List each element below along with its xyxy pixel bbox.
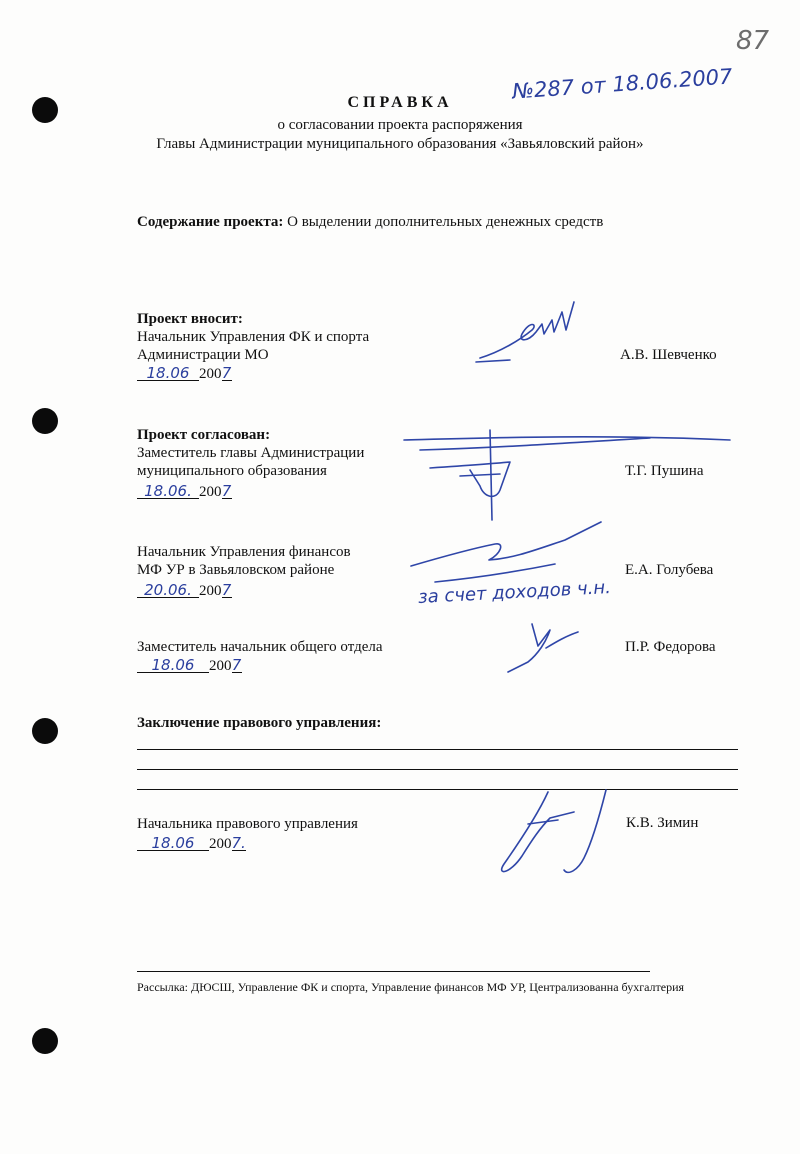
signature [498,618,588,678]
content-label: Содержание проекта: [137,214,284,230]
position-line: Заместитель начальник общего отдела [137,639,383,655]
position-line: МФ УР в Завьяловском районе [137,562,335,578]
signer-name: К.В. Зимин [626,815,699,831]
binder-hole [32,718,58,744]
position-line: Начальник Управления финансов [137,544,351,560]
signature [400,420,740,530]
date-line: 18.06 2007. [137,834,246,853]
project-content [137,213,603,231]
signer-name: П.Р. Федорова [625,639,716,655]
date-line: 18.06 2007 [137,656,242,675]
position-line: муниципального образования [137,463,327,479]
signer-name: Т.Г. Пушина [625,463,704,479]
date-line: 20.06. 2007 [137,581,232,600]
document-subtitle: Главы Администрации муниципального образования «Завьяловский район» [156,136,644,152]
signature [488,784,618,884]
blank-line [137,749,738,750]
document-subtitle: о согласовании проекта распоряжения [277,117,523,133]
footer-divider [137,971,650,972]
blank-line [137,769,738,770]
blank-line [137,789,738,790]
legal-label: Заключение правового управления: [137,715,382,731]
handwritten-date: 20.06. [144,581,192,599]
signature [470,290,590,370]
registration-note: №287 от 18.06.2007 [511,64,734,104]
position-line: Начальник Управления ФК и спорта [137,329,370,345]
content-text: О выделении дополнительных денежных средств [287,214,604,230]
handwritten-date: 18.06 [151,834,195,852]
submitted-label: Проект вносит: [137,311,243,327]
signer-name: А.В. Шевченко [620,347,717,363]
page-number: 87 [736,26,770,56]
handwritten-date: 18.06 [151,656,195,674]
signer-name: Е.А. Голубева [625,562,714,578]
binder-hole [32,1028,58,1054]
document-title: СПРАВКА [347,94,453,111]
position-line: Администрации МО [137,347,269,363]
agreed-label: Проект согласован: [137,427,271,443]
handwritten-date: 18.06 [146,364,190,382]
date-line: 18.06 2007 [137,364,232,383]
distribution-list: Рассылка: ДЮСШ, Управление ФК и спорта, Управление финансов МФ УР, Централизованна бухгалтерия [137,980,685,994]
binder-hole [32,408,58,434]
position-line: Заместитель главы Администрации [137,445,365,461]
handwritten-note: за счет доходов ч.н. [417,576,612,609]
position-line: Начальника правового управления [137,816,358,832]
handwritten-date: 18.06. [144,482,192,500]
date-line: 18.06. 2007 [137,482,232,501]
